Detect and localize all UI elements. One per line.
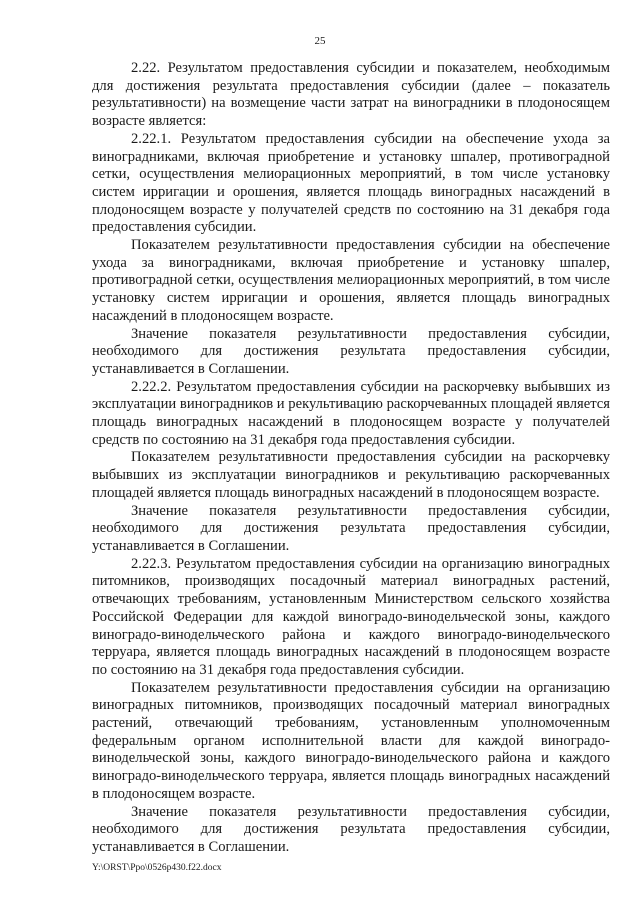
footer-file-path: Y:\ORST\Ppo\0526p430.f22.docx <box>92 863 222 873</box>
paragraph-value-1: Значение показателя результативности предоставления субсидии, необходимого для достижения результата предоставления субсидии, устанавливается в Соглашении. <box>92 325 610 377</box>
paragraph-indicator-1: Показателем результативности предоставления субсидии на обеспечение ухода за виноградниками, включая приобретение и установку шпалер, противоградной сетки, осуществления мелиорационных мероприятий, в том числе установку систем ирригации и орошения, является площадь виноградных насаждений в плодоносящем возрасте. <box>92 237 610 324</box>
document-body <box>92 60 610 857</box>
paragraph-2-22-2: 2.22.2. Результатом предоставления субсидии на раскорчевку выбывших из эксплуатации виноградников и рекультивацию раскорчеванных площадей является площадь виноградных насаждений в плодоносящем возрасте у получателей средств по состоянию на 31 декабря года предоставления субсидии. <box>92 378 610 448</box>
paragraph-2-22: 2.22. Результатом предоставления субсидии и показателем, необходимым для достижения результата предоставления субсидии (далее – показатель результативности) на возмещение части затрат на виноградники в плодоносящем возрасте является: <box>92 60 610 130</box>
paragraph-indicator-3: Показателем результативности предоставления субсидии на организацию виноградных питомников, производящих посадочный материал виноградных растений, отвечающий требованиям, установленным уполномоченным федеральным органом исполнительной власти для каждой виноградо-винодельческой зоны, каждого виноградо-винодельческого района и каждого виноградо-винодельческого терруара, является площадь виноградных насаждений в плодоносящем возрасте. <box>92 679 610 802</box>
paragraph-value-2: Значение показателя результативности предоставления субсидии, необходимого для достижения результата предоставления субсидии, устанавливается в Соглашении. <box>92 502 610 554</box>
paragraph-2-22-1: 2.22.1. Результатом предоставления субсидии на обеспечение ухода за виноградниками, включая приобретение и установку шпалер, противоградной сетки, осуществления мелиорационных мероприятий, в том числе установку систем ирригации и орошения, является площадь виноградных насаждений в плодоносящем возрасте у получателей средств по состоянию на 31 декабря года предоставления субсидии. <box>92 130 610 236</box>
page-number: 25 <box>314 35 326 47</box>
paragraph-2-22-3: 2.22.3. Результатом предоставления субсидии на организацию виноградных питомников, производящих посадочный материал виноградных растений, отвечающих требованиям, установленным Министерством сельского хозяйства Российской Федерации для каждой виноградо-винодельческой зоны, каждого виноградо-винодельческого района и каждого виноградо-винодельческого терруара, является площадь виноградных насаждений в плодоносящем возрасте по состоянию на 31 декабря года предоставления субсидии. <box>92 555 610 678</box>
paragraph-value-3: Значение показателя результативности предоставления субсидии, необходимого для достижения результата предоставления субсидии, устанавливается в Соглашении. <box>92 803 610 855</box>
paragraph-indicator-2: Показателем результативности предоставления субсидии на раскорчевку выбывших из эксплуатации виноградников и рекультивацию раскорчеванных площадей является площадь виноградных насаждений в плодоносящем возрасте. <box>92 449 610 501</box>
